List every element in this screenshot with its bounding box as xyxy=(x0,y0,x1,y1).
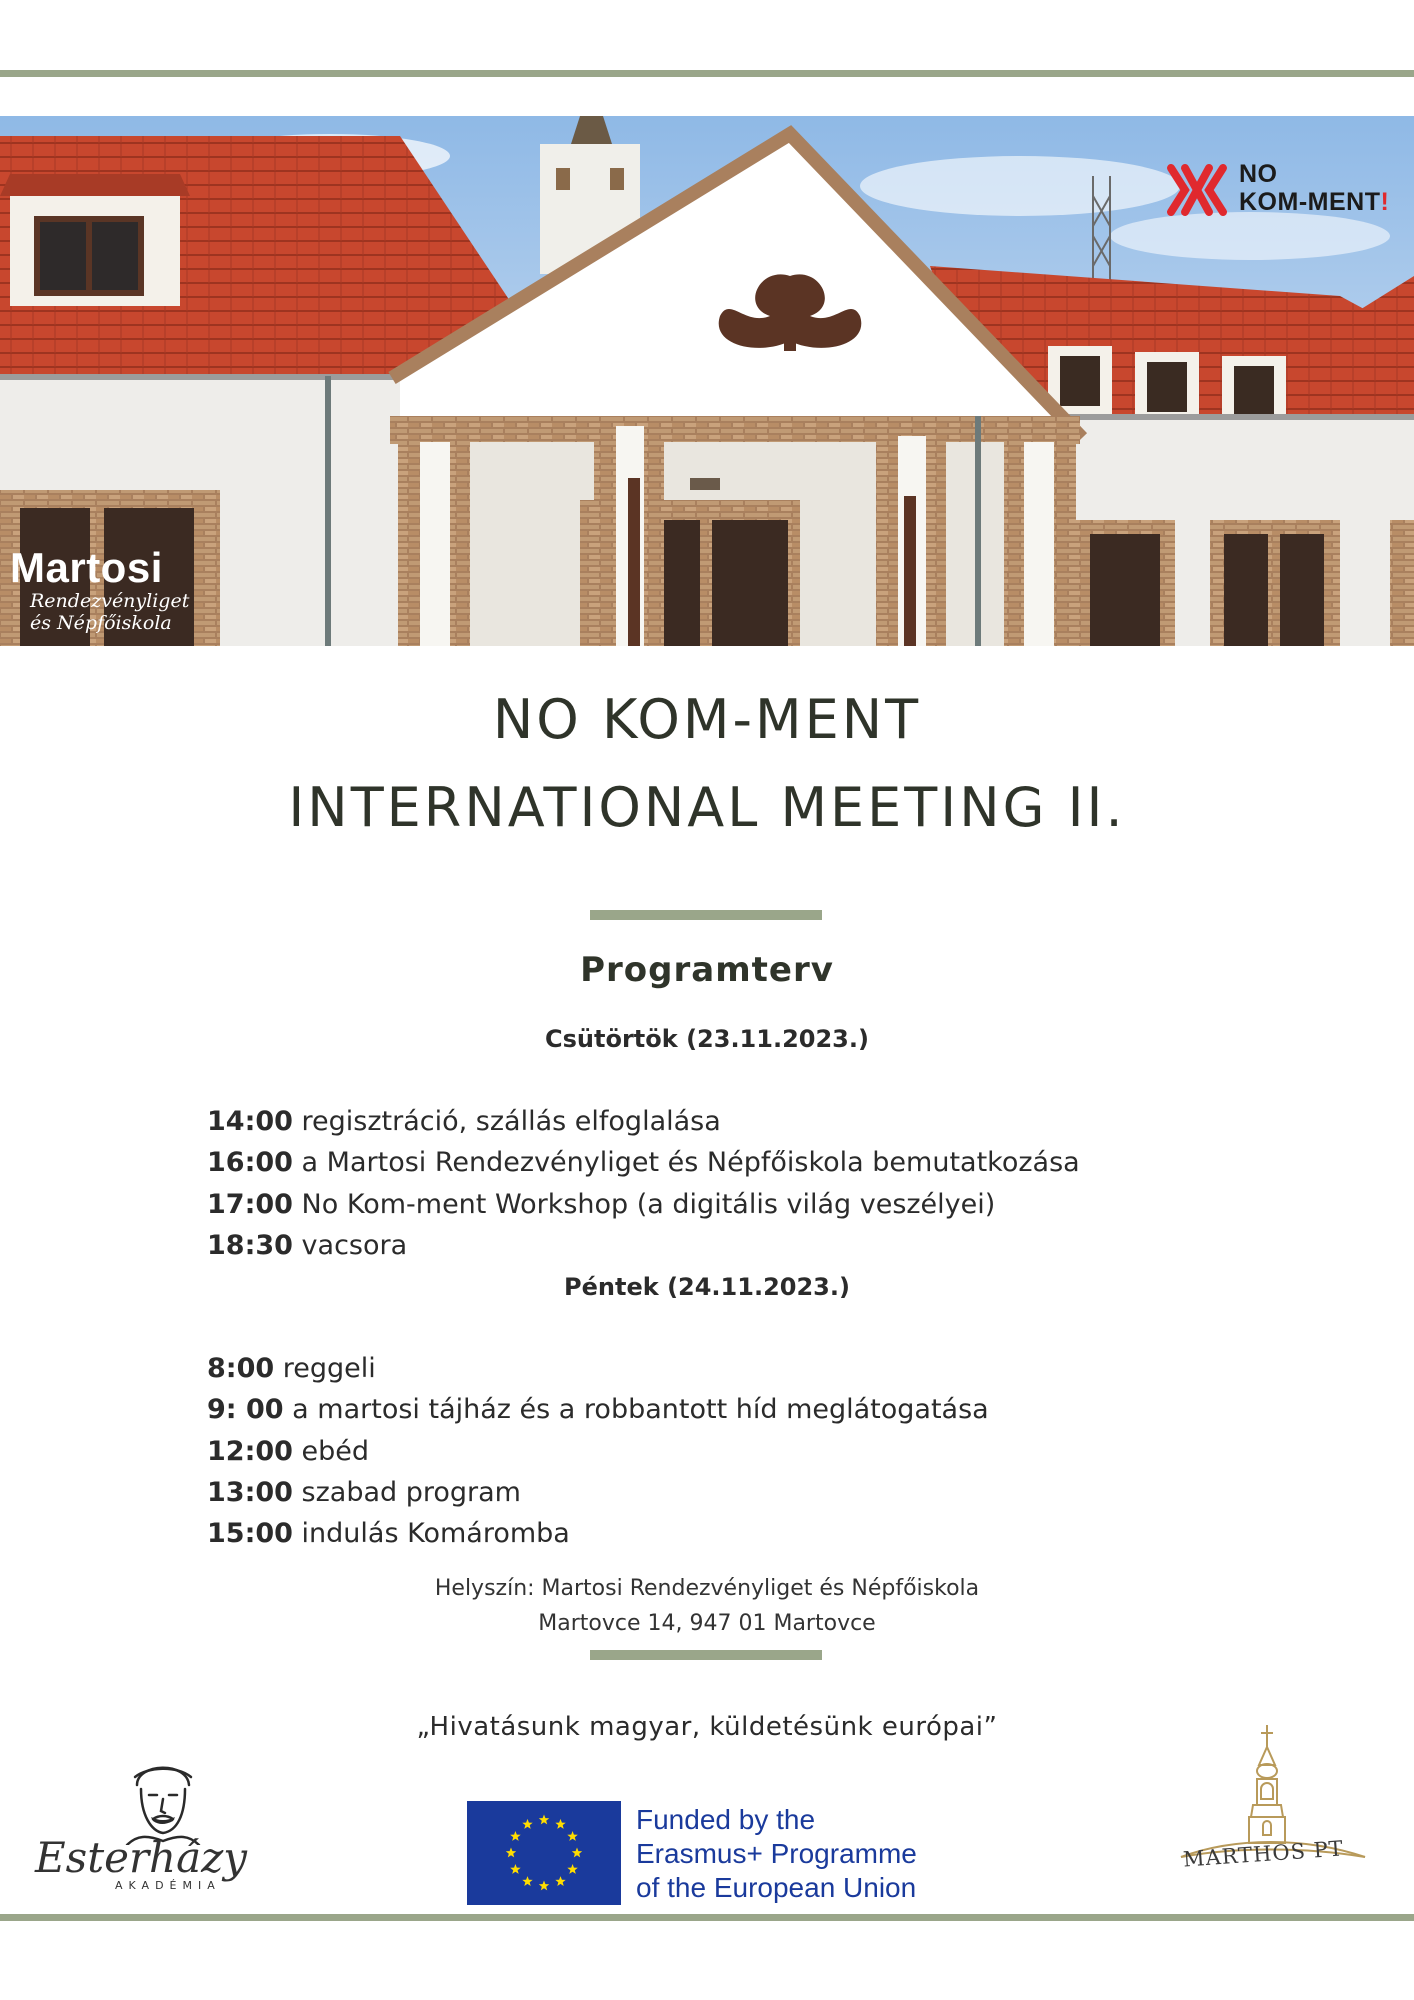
eu-star-icon xyxy=(567,1831,578,1841)
agenda-item xyxy=(207,1389,989,1430)
day-label-thursday: Csütörtök (23.11.2023.) xyxy=(545,1025,869,1053)
agenda-item xyxy=(207,1348,989,1389)
agenda-time: 18:30 xyxy=(207,1229,293,1261)
agenda-item xyxy=(207,1142,1080,1183)
agenda-time: 15:00 xyxy=(207,1518,293,1550)
agenda-time: 13:00 xyxy=(207,1476,293,1508)
program-heading: Programterv xyxy=(580,950,834,990)
agenda-text: ebéd xyxy=(301,1435,370,1467)
hero-photo xyxy=(0,116,1414,646)
top-rule xyxy=(0,70,1414,77)
marthos-name: MARTHOS PT xyxy=(1182,1836,1345,1872)
agenda-item xyxy=(207,1184,1080,1225)
bottom-rule xyxy=(0,1914,1414,1921)
agenda-text: a martosi tájház és a robbantott híd meglátogatása xyxy=(292,1394,989,1426)
eu-star-icon xyxy=(510,1864,521,1874)
martosi-sub-line1: Rendezvényliget xyxy=(30,590,190,612)
agenda-item xyxy=(207,1513,989,1554)
portrait-sketch-icon xyxy=(107,1755,217,1845)
no-kom-ment-logo xyxy=(1165,158,1395,224)
esterhazy-akademia-logo xyxy=(35,1755,255,1895)
page-title-line2: INTERNATIONAL MEETING II. xyxy=(288,776,1126,839)
agenda-time: 17:00 xyxy=(207,1188,293,1220)
martosi-logo xyxy=(10,546,189,634)
eu-star-icon xyxy=(539,1815,549,1825)
agenda-text: a Martosi Rendezvényliget és Népfőiskola bemutatkozása xyxy=(301,1147,1080,1179)
martosi-sub-line2: és Népfőiskola xyxy=(30,612,172,634)
nk-excl: ! xyxy=(1380,188,1390,216)
agenda-text: vacsora xyxy=(301,1229,408,1261)
venue-address: Martovce 14, 947 01 Martovce xyxy=(538,1611,876,1636)
eu-star-icon xyxy=(522,1876,532,1886)
eu-star-icon xyxy=(555,1819,565,1829)
eu-flag-icon xyxy=(467,1801,621,1905)
eu-line1: Funded by the xyxy=(636,1804,816,1835)
nk-line2: KOM-MENT xyxy=(1239,188,1381,216)
martosi-name: Martosi xyxy=(10,544,163,591)
page-title-line1: NO KOM-MENT xyxy=(492,688,922,751)
accent-divider-top xyxy=(590,910,822,920)
agenda-text: regisztráció, szállás elfoglalása xyxy=(301,1106,721,1137)
agenda-item xyxy=(207,1472,989,1513)
agenda-text: indulás Komáromba xyxy=(301,1518,570,1550)
eu-star-icon xyxy=(567,1864,578,1874)
x-mark-icon xyxy=(1165,158,1229,222)
church-tower-icon xyxy=(1175,1725,1375,1900)
eu-star-icon xyxy=(522,1819,532,1829)
agenda-time: 8:00 xyxy=(207,1353,275,1384)
venue-name: Helyszín: Martosi Rendezvényliget és Népfőiskola xyxy=(434,1576,980,1601)
eu-line2: Erasmus+ Programme xyxy=(636,1838,917,1869)
nk-line1: NO xyxy=(1239,160,1278,188)
eu-funding-text xyxy=(636,1803,917,1905)
eu-star-icon xyxy=(572,1848,582,1858)
accent-divider-bottom xyxy=(590,1650,822,1660)
agenda-time: 16:00 xyxy=(207,1147,293,1179)
agenda-text: No Kom-ment Workshop (a digitális világ veszélyei) xyxy=(301,1188,996,1220)
agenda-text: reggeli xyxy=(282,1353,376,1384)
agenda-item xyxy=(207,1225,1080,1266)
agenda-text: szabad program xyxy=(301,1476,521,1508)
marthos-pt-logo xyxy=(1175,1725,1375,1900)
eu-star-icon xyxy=(539,1881,549,1891)
agenda-time: 12:00 xyxy=(207,1435,293,1467)
agenda-friday xyxy=(207,1348,989,1554)
esterhazy-sub: AKADÉMIA xyxy=(115,1879,221,1892)
motto: „Hivatásunk magyar, küldetésünk európai” xyxy=(416,1712,998,1742)
eu-line3: of the European Union xyxy=(636,1872,917,1903)
agenda-time: 9: 00 xyxy=(207,1394,284,1426)
no-kom-ment-wordmark xyxy=(1239,160,1389,216)
agenda-time: 14:00 xyxy=(207,1106,293,1137)
agenda-item xyxy=(207,1431,989,1472)
day-label-friday: Péntek (24.11.2023.) xyxy=(564,1273,850,1301)
esterhazy-script: Esterházy xyxy=(35,1833,247,1882)
agenda-thursday xyxy=(207,1101,1080,1266)
eu-star-icon xyxy=(555,1876,565,1886)
eu-star-icon xyxy=(506,1848,516,1858)
eu-star-icon xyxy=(510,1831,521,1841)
agenda-item xyxy=(207,1101,1080,1142)
